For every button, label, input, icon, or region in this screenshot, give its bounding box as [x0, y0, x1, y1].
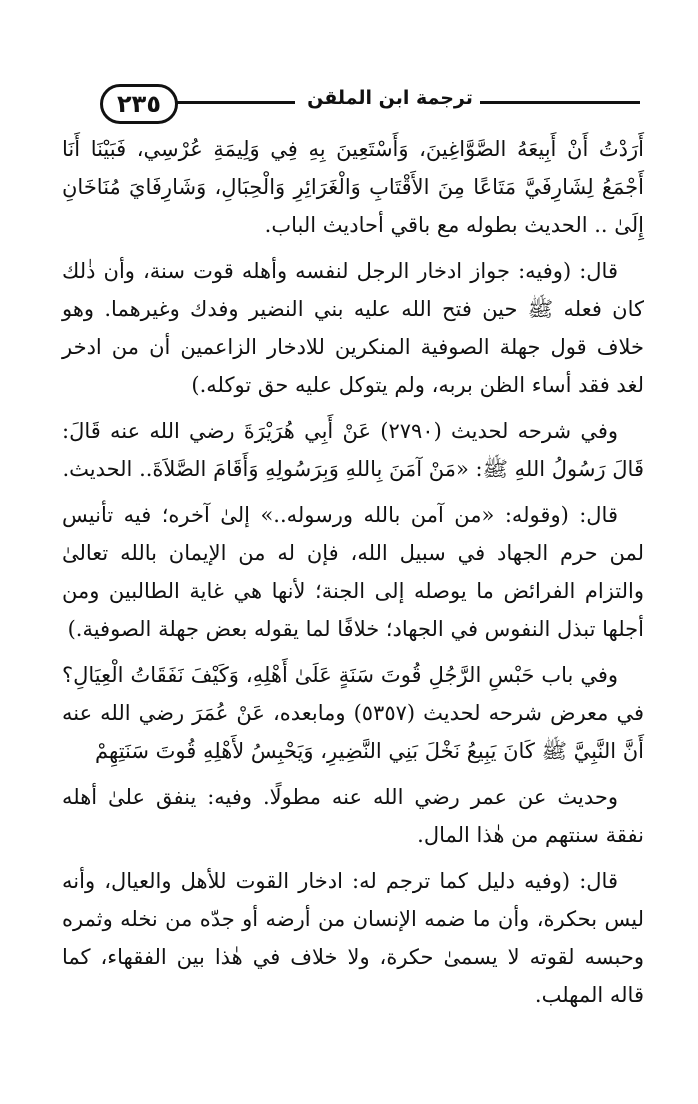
paragraph-commentary-1: قال: (وفيه: جواز ادخار الرجل لنفسه وأهله قوت سنة، وأن ذٰلك كان فعله ﷺ حين فتح الله عليه بني النضير وفدك وغيرهما. وهو خلاف قول جهلة الصوفية المنكرين للادخار الزاعمين أن من ادخر لغد فقد أساء الظن بربه، ولم يتوكل عليه حق توكله.) — [62, 259, 644, 397]
header-rule-right — [480, 101, 640, 104]
page-body — [62, 130, 644, 1014]
running-title: ترجمة ابن الملقن — [307, 87, 473, 109]
paragraph-commentary-2: قال: (وقوله: «من آمن بالله ورسوله..» إلىٰ آخره؛ فيه تأنيس لمن حرم الجهاد في سبيل الله، فإن له من الإيمان بالله تعالىٰ والتزام الفرائض ما يوصله إلى الجنة؛ لأنها هي غاية الطالبين ومن أجلها تبذل النفوس في الجهاد؛ خلافًا لما يقوله بعض جهلة الصوفية.) — [62, 503, 644, 641]
paragraph-hadith-2790: وفي شرحه لحديث (٢٧٩٠) عَنْ أَبِي هُرَيْرَةَ رضي الله عنه قَالَ: قَالَ رَسُولُ اللهِ ﷺ: «مَنْ آمَنَ بِاللهِ وَبِرَسُولِهِ وَأَقَامَ الصَّلاَةَ.. الحديث. — [62, 419, 644, 481]
paragraph-umar-hadith: وحديث عن عمر رضي الله عنه مطولًا. وفيه: ينفق علىٰ أهله نفقة سنتهم من هٰذا المال. — [62, 785, 644, 847]
paragraph-chapter-5357: وفي باب حَبْسِ الرَّجُلِ قُوتَ سَنَةٍ عَلَىٰ أَهْلِهِ، وَكَيْفَ نَفَقَاتُ الْعِيَالِ؟ في معرض شرحه لحديث (٥٣٥٧) ومابعده، عَنْ عُمَرَ رضي الله عنه أَنَّ النَّبِيَّ ﷺ كَانَ يَبِيعُ نَخْلَ بَنِي النَّضِيرِ، وَيَحْبِسُ لأَهْلِهِ قُوتَ سَنَتِهِمْ — [62, 663, 644, 763]
header-rule-left — [160, 101, 295, 104]
page-header — [60, 84, 640, 124]
paragraph-hadith-quote: أَرَدْتُ أَنْ أَبِيعَهُ الصَّوَّاغِينَ، وَأَسْتَعِينَ بِهِ فِي وَلِيمَةِ عُرْسِي، فَبَيْنَا أَنَا أَجْمَعُ لِشَارِفَيَّ مَتَاعًا مِنَ الأَقْتَابِ وَالْغَرَائِرِ وَالْحِبَالِ، وَشَارِفَايَ مُنَاخَانِ إِلَىٰ .. الحديث بطوله مع باقي أحاديث الباب. — [62, 137, 644, 237]
page-number-badge: ٢٣٥ — [100, 84, 178, 124]
paragraph-commentary-3: قال: (وفيه دليل كما ترجم له: ادخار القوت للأهل والعيال، وأنه ليس بحكرة، وأن ما ضمه الإنسان من أرضه أو جدّه من نخله وثمره وحبسه لقوته لا يسمىٰ حكرة، ولا خلاف في هٰذا بين الفقهاء، كما قاله المهلب. — [62, 869, 644, 1007]
